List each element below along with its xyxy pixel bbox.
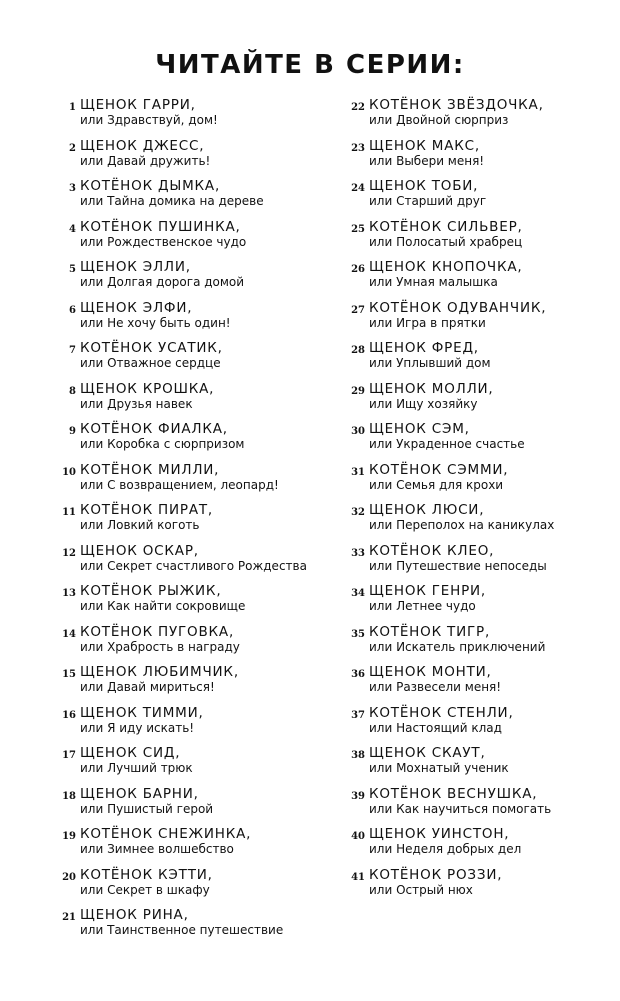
- entry-number: 6: [69, 304, 76, 316]
- entry-title: ЩЕНОК ТИММИ,: [80, 704, 204, 721]
- entry-subtitle: или Искатель приключений: [369, 639, 546, 654]
- entry-title: ЩЕНОК ЭЛФИ,: [80, 299, 193, 316]
- entry-subtitle: или Мохнатый ученик: [369, 761, 509, 775]
- entry-subtitle: или Развесели меня!: [369, 680, 502, 694]
- entry-title: КОТЁНОК РОЗЗИ,: [369, 866, 503, 883]
- series-entry: [333, 219, 613, 260]
- series-entry: [333, 300, 613, 341]
- series-entry: [333, 421, 613, 462]
- entry-subtitle: или Переполох на каникулах: [369, 518, 555, 532]
- entry-subtitle: или Не хочу быть один!: [80, 315, 231, 330]
- entry-number: 30: [351, 426, 365, 437]
- entry-subtitle: или Рождественское чудо: [80, 234, 247, 249]
- entry-subtitle: или Неделя добрых дел: [369, 842, 522, 856]
- series-entry: [333, 97, 613, 138]
- entry-subtitle: или Как научиться помогать: [369, 801, 552, 816]
- entry-number: 4: [69, 223, 76, 235]
- entry-subtitle: или Храбрость в награду: [80, 639, 240, 654]
- entry-number: 29: [351, 385, 365, 397]
- entry-title: ЩЕНОК ОСКАР,: [80, 542, 199, 559]
- entry-subtitle: или Зимнее волшебство: [80, 842, 234, 856]
- series-entry: [333, 340, 613, 381]
- series-entry: [333, 259, 613, 300]
- entry-subtitle: или Как найти сокровище: [80, 599, 246, 613]
- entry-title: КОТЁНОК СИЛЬВЕР,: [369, 218, 523, 235]
- series-entry: [44, 543, 334, 584]
- entry-title: ЩЕНОК ЭЛЛИ,: [80, 259, 191, 275]
- entry-subtitle: или Давай мириться!: [80, 680, 215, 694]
- series-entry: [333, 705, 613, 746]
- entry-subtitle: или Настоящий клад: [369, 720, 502, 735]
- series-entry: [44, 219, 334, 260]
- series-entry: [333, 826, 613, 867]
- entry-title: ЩЕНОК ГАРРИ,: [80, 97, 196, 113]
- series-entry: [44, 705, 334, 746]
- entry-title: КОТЁНОК ВЕСНУШКА,: [369, 785, 538, 802]
- entry-subtitle: или Двойной сюрприз: [369, 113, 509, 127]
- entry-subtitle: или Коробка с сюрпризом: [80, 437, 245, 451]
- series-list-left-column: [44, 97, 334, 948]
- entry-number: 34: [351, 588, 365, 599]
- entry-number: 17: [62, 750, 76, 761]
- series-entry: [44, 178, 334, 219]
- entry-number: 24: [351, 183, 365, 194]
- entry-subtitle: или Умная малышка: [369, 275, 498, 289]
- entry-title: ЩЕНОК ТОБИ,: [369, 178, 479, 194]
- entry-title: КОТЁНОК МИЛЛИ,: [80, 461, 220, 478]
- entry-number: 37: [351, 709, 365, 721]
- entry-number: 28: [351, 345, 365, 356]
- entry-title: КОТЁНОК КЛЕО,: [369, 542, 495, 559]
- series-entry: [44, 583, 334, 624]
- entry-subtitle: или Игра в прятки: [369, 315, 486, 330]
- entry-subtitle: или Уплывший дом: [369, 356, 491, 370]
- series-entry: [333, 502, 613, 543]
- entry-title: КОТЁНОК ПУГОВКА,: [80, 623, 235, 640]
- entry-title: ЩЕНОК ФРЕД,: [369, 340, 479, 356]
- entry-number: 41: [351, 871, 365, 883]
- entry-number: 33: [351, 547, 365, 559]
- entry-number: 16: [62, 709, 76, 721]
- entry-title: КОТЁНОК УСАТИК,: [80, 340, 223, 356]
- series-entry: [44, 624, 334, 665]
- series-entry: [44, 664, 334, 705]
- entry-number: 38: [351, 750, 365, 761]
- entry-title: КОТЁНОК ОДУВАНЧИК,: [369, 299, 547, 316]
- entry-number: 13: [62, 588, 76, 599]
- series-entry: [333, 786, 613, 827]
- entry-title: ЩЕНОК СЭМ,: [369, 421, 470, 437]
- entry-number: 1: [69, 102, 76, 113]
- entry-title: ЩЕНОК ЛЮСИ,: [369, 502, 485, 518]
- series-entry: [333, 462, 613, 503]
- series-list-right-column: [333, 97, 613, 907]
- entry-number: 22: [351, 102, 365, 113]
- page-heading: ЧИТАЙТЕ В СЕРИИ:: [155, 50, 465, 80]
- entry-subtitle: или Отважное сердце: [80, 356, 221, 370]
- series-entry: [44, 745, 334, 786]
- entry-subtitle: или Путешествие непоседы: [369, 558, 547, 573]
- series-entry: [44, 381, 334, 422]
- series-entry: [333, 583, 613, 624]
- series-entry: [44, 867, 334, 908]
- entry-subtitle: или Украденное счастье: [369, 437, 525, 451]
- entry-subtitle: или С возвращением, леопард!: [80, 477, 279, 492]
- entry-subtitle: или Пушистый герой: [80, 801, 214, 816]
- entry-number: 5: [69, 264, 76, 275]
- series-entry: [333, 867, 613, 908]
- entry-subtitle: или Тайна домика на дереве: [80, 194, 264, 208]
- entry-title: КОТЁНОК ПУШИНКА,: [80, 218, 241, 235]
- series-entry: [44, 502, 334, 543]
- entry-title: КОТЁНОК СТЕНЛИ,: [369, 704, 514, 721]
- entry-title: ЩЕНОК ЛЮБИМЧИК,: [80, 664, 239, 680]
- entry-number: 14: [62, 628, 76, 640]
- entry-title: КОТЁНОК ДЫМКА,: [80, 178, 221, 194]
- entry-subtitle: или Секрет счастливого Рождества: [80, 558, 307, 573]
- entry-title: КОТЁНОК РЫЖИК,: [80, 583, 222, 599]
- entry-title: КОТЁНОК СЭММИ,: [369, 461, 509, 478]
- entry-number: 8: [69, 385, 76, 397]
- entry-subtitle: или Ловкий коготь: [80, 518, 200, 532]
- entry-number: 2: [69, 142, 76, 154]
- entry-title: КОТЁНОК СНЕЖИНКА,: [80, 826, 252, 842]
- entry-subtitle: или Давай дружить!: [80, 153, 211, 168]
- entry-subtitle: или Острый нюх: [369, 882, 473, 897]
- series-entry: [333, 178, 613, 219]
- entry-title: ЩЕНОК УИНСТОН,: [369, 826, 510, 842]
- entry-number: 25: [351, 223, 365, 235]
- entry-number: 36: [351, 669, 365, 680]
- entry-subtitle: или Я иду искать!: [80, 720, 195, 735]
- entry-title: ЩЕНОК КРОШКА,: [80, 380, 215, 397]
- entry-title: КОТЁНОК ТИГР,: [369, 623, 491, 640]
- entry-number: 40: [351, 831, 365, 842]
- entry-title: ЩЕНОК МОНТИ,: [369, 664, 492, 680]
- entry-title: КОТЁНОК ЗВЁЗДОЧКА,: [369, 97, 544, 113]
- series-entry: [333, 664, 613, 705]
- entry-number: 20: [62, 871, 76, 883]
- series-entry: [44, 826, 334, 867]
- entry-number: 3: [69, 183, 76, 194]
- entry-number: 27: [351, 304, 365, 316]
- entry-title: ЩЕНОК СКАУТ,: [369, 745, 486, 761]
- entry-title: ЩЕНОК МАКС,: [369, 137, 480, 154]
- series-entry: [333, 624, 613, 665]
- entry-number: 9: [69, 426, 76, 437]
- entry-number: 12: [62, 547, 76, 559]
- entry-number: 23: [351, 142, 365, 154]
- entry-title: КОТЁНОК ФИАЛКА,: [80, 421, 228, 437]
- entry-number: 15: [62, 669, 76, 680]
- series-entry: [44, 138, 334, 179]
- entry-subtitle: или Долгая дорога домой: [80, 275, 245, 289]
- entry-subtitle: или Выбери меня!: [369, 153, 485, 168]
- series-entry: [333, 138, 613, 179]
- entry-subtitle: или Семья для крохи: [369, 477, 504, 492]
- entry-title: ЩЕНОК МОЛЛИ,: [369, 380, 494, 397]
- entry-subtitle: или Полосатый храбрец: [369, 234, 523, 249]
- entry-number: 10: [62, 466, 76, 478]
- series-entry: [333, 543, 613, 584]
- entry-number: 18: [62, 790, 76, 802]
- entry-number: 35: [351, 628, 365, 640]
- entry-title: КОТЁНОК ПИРАТ,: [80, 502, 214, 518]
- series-entry: [44, 340, 334, 381]
- series-entry: [44, 421, 334, 462]
- entry-number: 11: [62, 507, 76, 518]
- entry-subtitle: или Друзья навек: [80, 396, 193, 411]
- entry-subtitle: или Старший друг: [369, 194, 487, 208]
- entry-subtitle: или Ищу хозяйку: [369, 396, 478, 411]
- series-entry: [44, 786, 334, 827]
- entry-number: 32: [351, 507, 365, 518]
- series-entry: [44, 462, 334, 503]
- entry-title: ЩЕНОК РИНА,: [80, 907, 189, 923]
- entry-title: ЩЕНОК ГЕНРИ,: [369, 583, 486, 599]
- entry-number: 39: [351, 790, 365, 802]
- entry-number: 31: [351, 466, 365, 478]
- entry-subtitle: или Лучший трюк: [80, 761, 193, 775]
- entry-subtitle: или Здравствуй, дом!: [80, 113, 218, 127]
- entry-title: КОТЁНОК КЭТТИ,: [80, 866, 213, 883]
- series-entry: [333, 745, 613, 786]
- entry-number: 19: [62, 831, 76, 842]
- entry-subtitle: или Летнее чудо: [369, 599, 476, 613]
- entry-number: 7: [69, 345, 76, 356]
- series-entry: [44, 300, 334, 341]
- series-entry: [44, 97, 334, 138]
- series-entry: [333, 381, 613, 422]
- series-entry: [44, 907, 334, 948]
- entry-subtitle: или Таинственное путешествие: [80, 923, 284, 937]
- entry-title: ЩЕНОК БАРНИ,: [80, 785, 199, 802]
- entry-title: ЩЕНОК ДЖЕСС,: [80, 137, 205, 154]
- series-entry: [44, 259, 334, 300]
- entry-subtitle: или Секрет в шкафу: [80, 882, 210, 897]
- entry-number: 21: [62, 912, 76, 923]
- entry-title: ЩЕНОК КНОПОЧКА,: [369, 259, 523, 275]
- entry-title: ЩЕНОК СИД,: [80, 745, 181, 761]
- entry-number: 26: [351, 264, 365, 275]
